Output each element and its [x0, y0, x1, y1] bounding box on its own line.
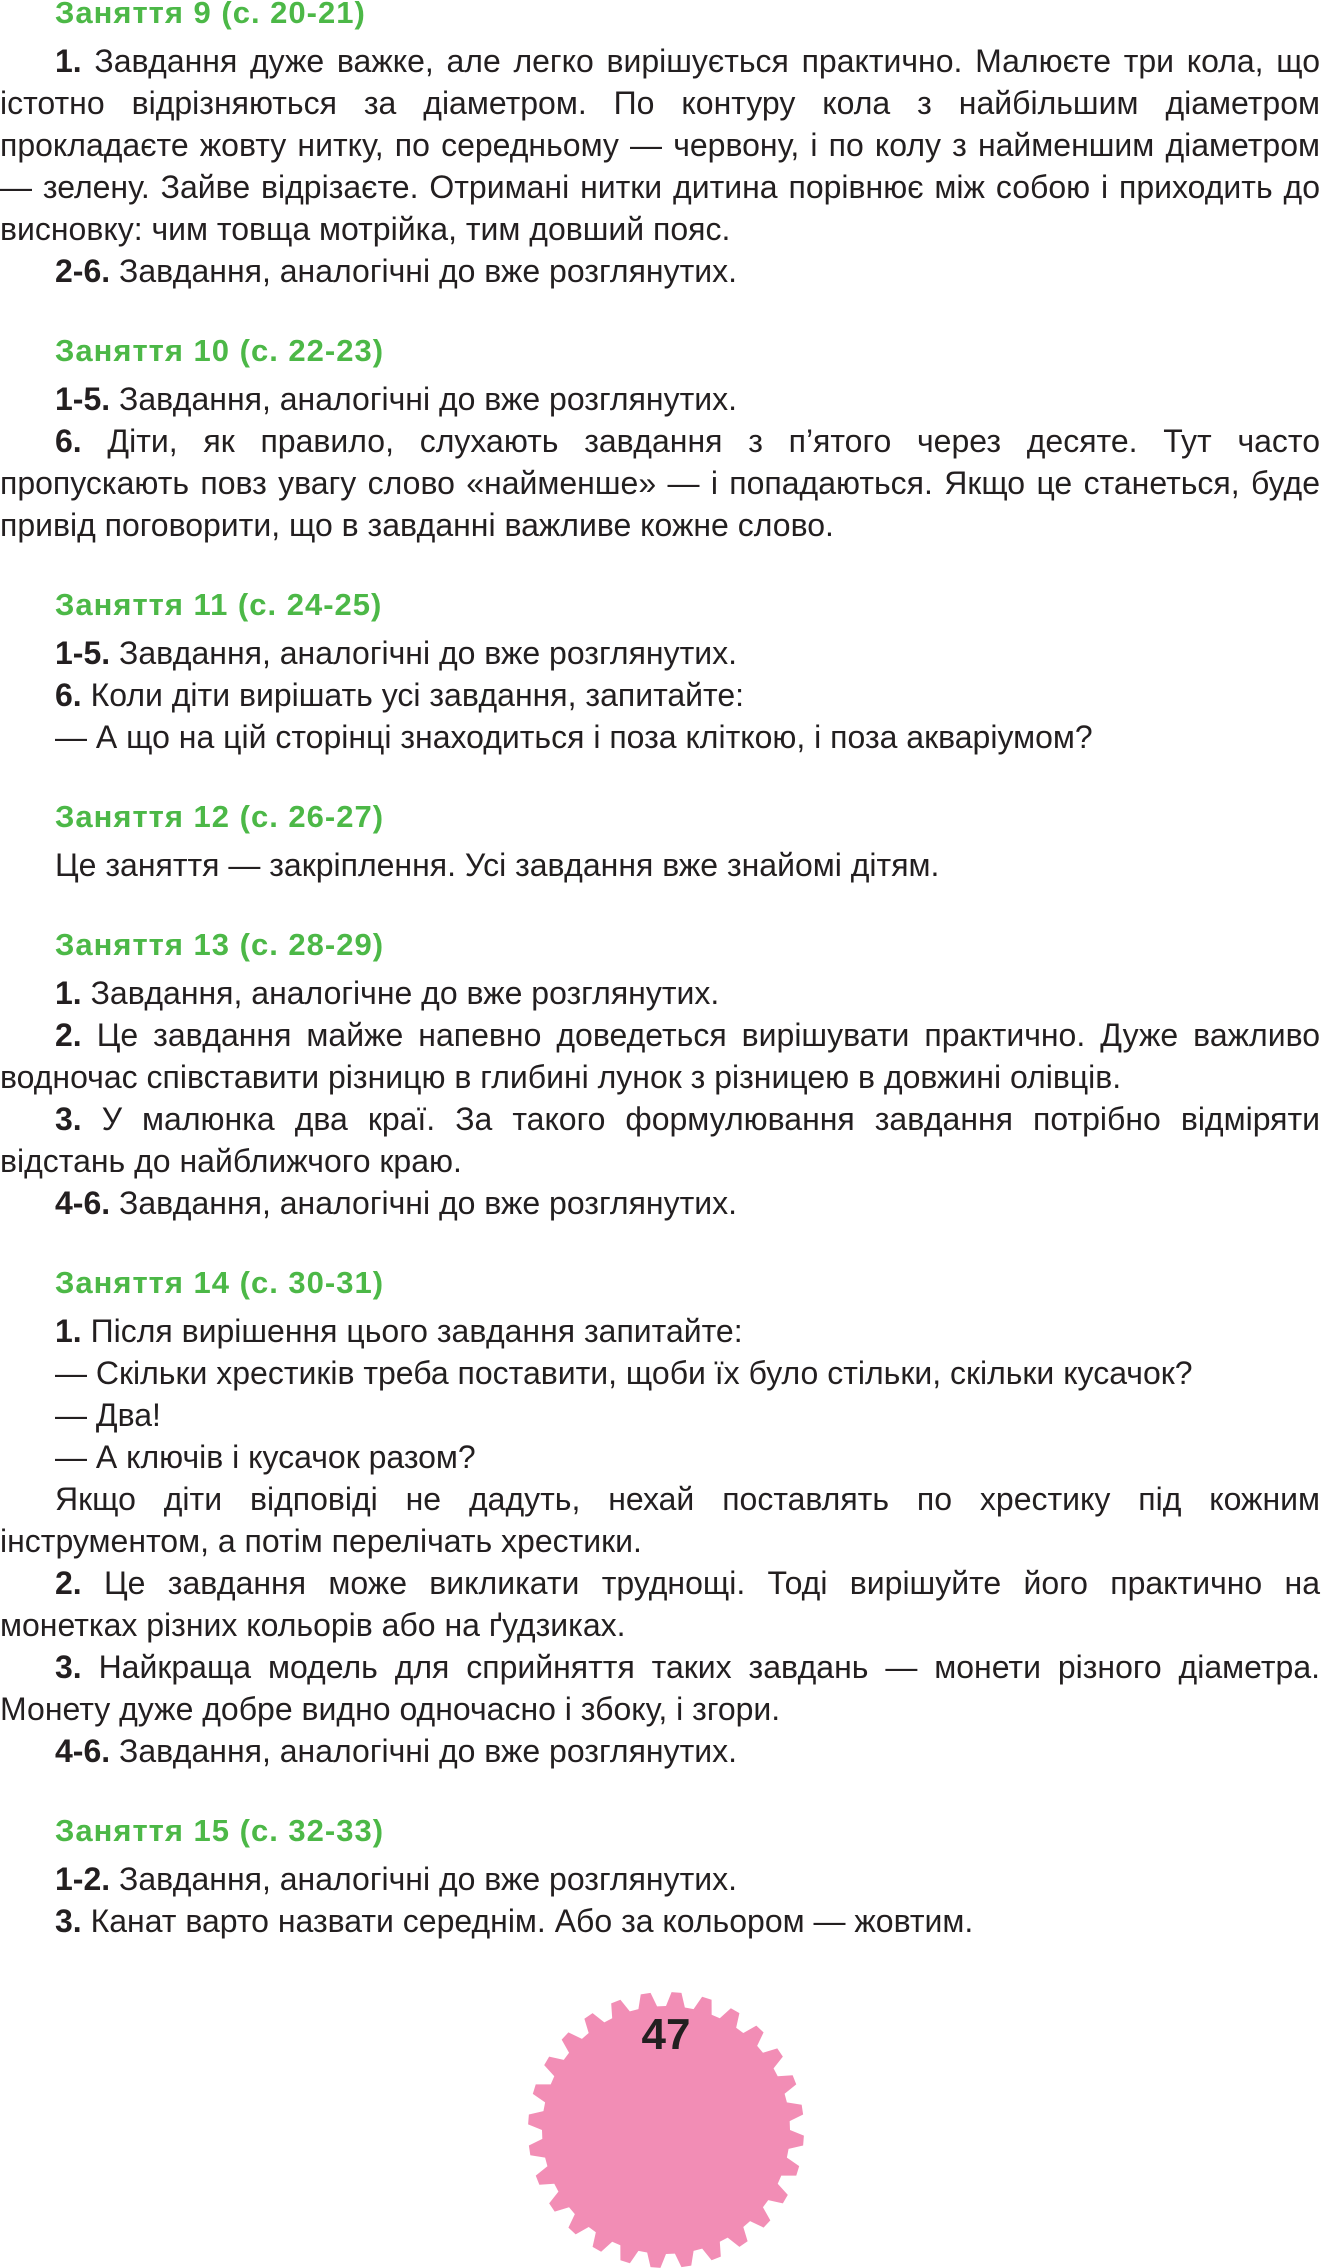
item-text: Діти, як правило, слухають завдання з п’ятого через десяте. Тут часто пропускають повз увагу слово «найменше» — і попадаються. Якщо це станеться, буде привід поговорити, що в завданні важливе кожне слово. — [0, 423, 1320, 543]
item-number: 1-2. — [55, 1861, 111, 1897]
item-text: Завдання, аналогічні до вже розглянутих. — [110, 1733, 737, 1769]
item-text: Найкраща модель для сприйняття таких завдань — монети різного діаметра. Монету дуже добре видно одночасно і збоку, і згори. — [0, 1649, 1320, 1727]
item-text: Завдання, аналогічні до вже розглянутих. — [110, 635, 737, 671]
item-number: 1. — [55, 1313, 82, 1349]
section-lesson-13 — [0, 924, 1322, 1224]
section-lesson-15 — [0, 1810, 1322, 1942]
paragraph — [0, 1098, 1322, 1182]
paragraph: Це заняття — закріплення. Усі завдання вже знайомі дітям. — [55, 847, 940, 883]
item-text: Завдання, аналогічні до вже розглянутих. — [110, 1185, 737, 1221]
item-number: 3. — [55, 1649, 82, 1685]
item-text: Це завдання може викликати труднощі. Тоді вирішуйте його практично на монетках різних кольорів або на ґудзиках. — [0, 1565, 1320, 1643]
item-number: 2. — [55, 1017, 82, 1053]
item-number: 4-6. — [55, 1185, 111, 1221]
section-lesson-10 — [0, 330, 1322, 546]
paragraph — [0, 250, 1322, 292]
item-text: Завдання, аналогічне до вже розглянутих. — [81, 975, 720, 1011]
dialogue-line: — Два! — [55, 1397, 161, 1433]
dialogue-line: — А що на цій сторінці знаходиться і поза кліткою, і поза акваріумом? — [55, 719, 1093, 755]
item-text: Коли діти вирішать усі завдання, запитайте: — [81, 677, 745, 713]
paragraph — [0, 972, 1322, 1014]
section-heading: Заняття 11 (с. 24-25) — [55, 587, 383, 622]
paragraph — [0, 378, 1322, 420]
section-gap — [0, 546, 1322, 584]
paragraph — [0, 420, 1322, 546]
paragraph — [0, 1014, 1322, 1098]
paragraph — [0, 674, 1322, 716]
page-number: 47 — [641, 2010, 691, 2059]
paragraph — [0, 1730, 1322, 1772]
paragraph — [0, 40, 1322, 250]
section-lesson-11 — [0, 584, 1322, 758]
section-heading: Заняття 12 (с. 26-27) — [55, 799, 385, 834]
item-number: 1. — [55, 975, 82, 1011]
paragraph — [0, 632, 1322, 674]
section-heading: Заняття 10 (с. 22-23) — [55, 333, 385, 368]
paragraph — [0, 1858, 1322, 1900]
item-number: 3. — [55, 1903, 82, 1939]
item-text: Завдання, аналогічні до вже розглянутих. — [110, 381, 737, 417]
dialogue-line: — Скільки хрестиків треба поставити, щоби їх було стільки, скільки кусачок? — [55, 1355, 1193, 1391]
item-text: Після вирішення цього завдання запитайте: — [81, 1313, 743, 1349]
section-gap — [0, 758, 1322, 796]
section-lesson-9 — [0, 0, 1322, 292]
item-number: 1. — [55, 43, 82, 79]
item-text: Завдання дуже важке, але легко вирішується практично. Малюєте три кола, що істотно відрізняються за діаметром. По контуру кола з найбільшим діаметром прокладаєте жовту нитку, по середньому — червону, і по колу з найменшим діаметром — зелену. Зайве відрізаєте. Отримані нитки дитина порівнює між собою і приходить до висновку: чим товща мотрійка, тим довший пояс. — [0, 43, 1320, 247]
item-number: 1-5. — [55, 381, 111, 417]
item-number: 1-5. — [55, 635, 111, 671]
section-heading: Заняття 9 (с. 20-21) — [55, 0, 366, 30]
section-gap — [0, 292, 1322, 330]
section-gap — [0, 1772, 1322, 1810]
section-heading: Заняття 15 (с. 32-33) — [55, 1813, 385, 1848]
paragraph — [0, 1646, 1322, 1730]
paragraph — [0, 1310, 1322, 1352]
page-number-badge — [528, 1992, 804, 2268]
dialogue-line: — А ключів і кусачок разом? — [55, 1439, 476, 1475]
section-heading: Заняття 13 (с. 28-29) — [55, 927, 385, 962]
item-number: 6. — [55, 423, 82, 459]
item-number: 2. — [55, 1565, 82, 1601]
item-text: У малюнка два краї. За такого формулювання завдання потрібно відміряти відстань до найближчого краю. — [0, 1101, 1320, 1179]
paragraph — [0, 1900, 1322, 1942]
section-lesson-12 — [0, 796, 1322, 886]
item-text: Завдання, аналогічні до вже розглянутих. — [110, 1861, 737, 1897]
item-number: 4-6. — [55, 1733, 111, 1769]
section-gap — [0, 1224, 1322, 1262]
section-heading: Заняття 14 (с. 30-31) — [55, 1265, 385, 1300]
item-number: 3. — [55, 1101, 82, 1137]
section-gap — [0, 886, 1322, 924]
item-number: 6. — [55, 677, 82, 713]
item-text: Канат варто назвати середнім. Або за кольором — жовтим. — [81, 1903, 974, 1939]
paragraph — [0, 1562, 1322, 1646]
item-text: Це завдання майже напевно доведеться вирішувати практично. Дуже важливо водночас співставити різницю в глибині лунок з різницею в довжині олівців. — [0, 1017, 1320, 1095]
item-number: 2-6. — [55, 253, 111, 289]
section-lesson-14 — [0, 1262, 1322, 1772]
item-text: Завдання, аналогічні до вже розглянутих. — [110, 253, 737, 289]
paragraph — [0, 1182, 1322, 1224]
paragraph: Якщо діти відповіді не дадуть, нехай поставлять по хрестику під кожним інструментом, а потім перелічать хрестики. — [0, 1481, 1320, 1559]
